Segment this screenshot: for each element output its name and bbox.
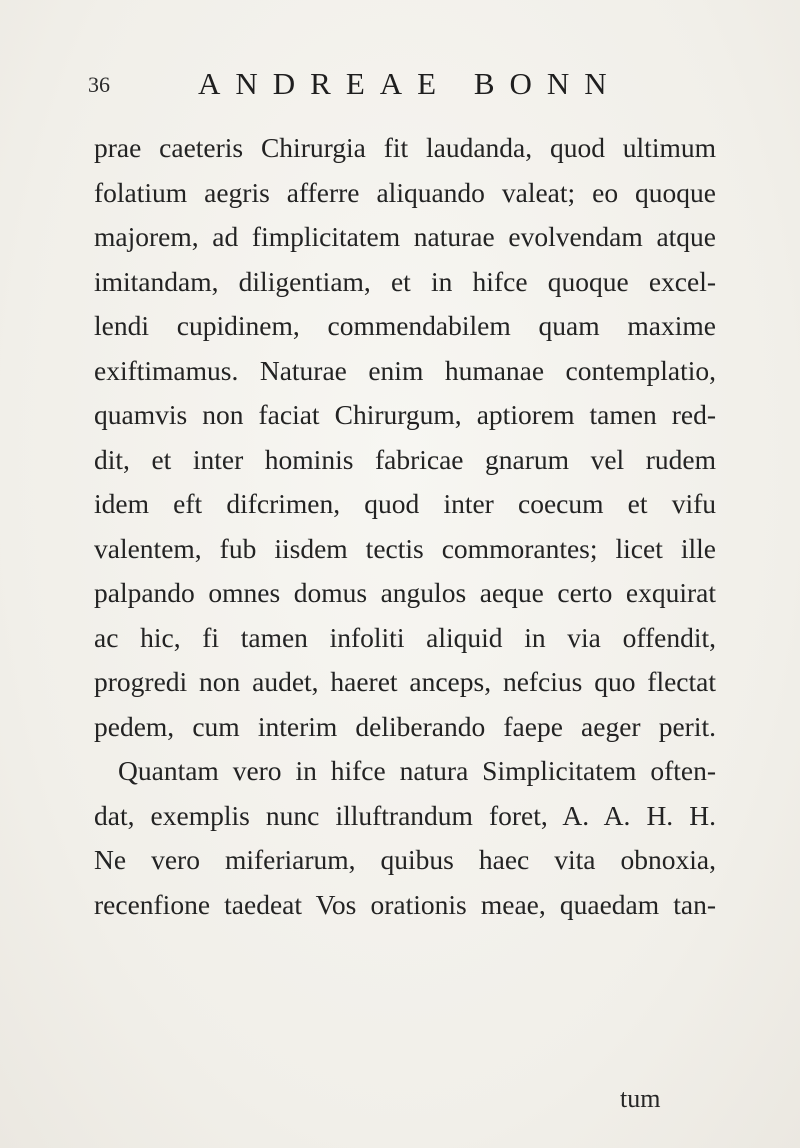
- text-line: dat, exemplis nunc illuftrandum foret, A. A. H. H.: [94, 799, 716, 831]
- page-number: 36: [88, 72, 110, 97]
- text-line: folatium aegris afferre aliquando valeat; eo quoque: [94, 176, 716, 208]
- text-line: idem eft difcrimen, quod inter coecum et vifu: [94, 488, 716, 519]
- page-header: [88, 66, 728, 106]
- text-line: imitandam, diligentiam, et in hifce quoque excel-: [94, 265, 716, 297]
- text-line: prae caeteris Chirurgia fit laudanda, quod ultimum: [94, 132, 716, 163]
- running-head: ANDREAE BONN: [198, 66, 622, 101]
- text-line: quamvis non faciat Chirurgum, aptiorem tamen red-: [94, 399, 716, 430]
- text-line: ac hic, fi tamen infoliti aliquid in via offendit,: [94, 621, 716, 653]
- text-line: dit, et inter hominis fabricae gnarum vel rudem: [94, 443, 716, 475]
- text-line: Ne vero miferiarum, quibus haec vita obnoxia,: [94, 844, 716, 875]
- text-line: palpando omnes domus angulos aeque certo exquirat: [94, 577, 716, 608]
- text-line: Quantam vero in hifce natura Simplicitatem often-: [118, 755, 716, 786]
- catchword: tum: [620, 1084, 661, 1113]
- text-line: valentem, fub iisdem tectis commorantes; licet ille: [94, 532, 716, 564]
- text-line: majorem, ad fimplicitatem naturae evolvendam atque: [94, 221, 716, 252]
- text-line: progredi non audet, haeret anceps, nefcius quo flectat: [94, 666, 716, 697]
- text-line: lendi cupidinem, commendabilem quam maxime: [94, 310, 716, 341]
- text-line: exiftimamus. Naturae enim humanae contemplatio,: [94, 354, 716, 386]
- text-line: pedem, cum interim deliberando faepe aeger perit.: [94, 710, 716, 742]
- body-text: [94, 126, 716, 927]
- text-line: recenfione taedeat Vos orationis meae, quaedam tan-: [94, 888, 716, 920]
